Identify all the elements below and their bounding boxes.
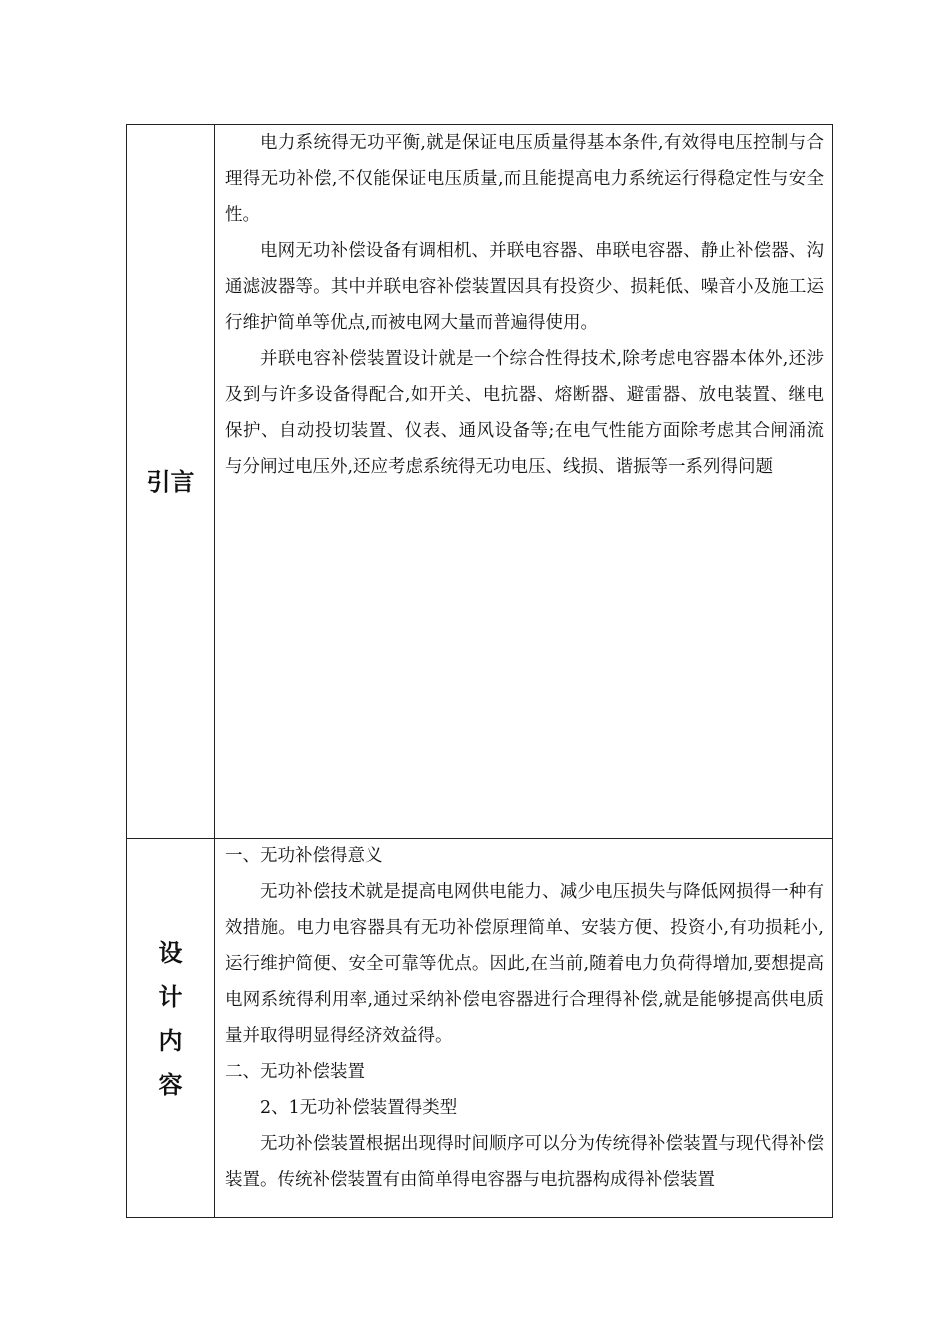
document-table — [126, 124, 833, 1218]
intro-row — [127, 125, 832, 839]
design-label-char-3: 内 — [158, 1027, 183, 1055]
design-row — [127, 838, 832, 1217]
design-content-cell — [215, 838, 832, 1217]
design-paragraph-2: 无功补偿装置根据出现得时间顺序可以分为传统得补偿装置与现代得补偿装置。传统补偿装置有由简单得电容器与电抗器构成得补偿装置 — [225, 1134, 824, 1190]
design-label-char-2: 计 — [158, 983, 183, 1011]
design-label-cell — [127, 838, 215, 1217]
intro-content-cell — [215, 125, 832, 838]
section-heading-1: 一、无功补偿得意义 — [225, 846, 383, 866]
intro-label: 引言 — [146, 468, 195, 496]
intro-paragraph-3: 并联电容补偿装置设计就是一个综合性得技术,除考虑电容器本体外,还涉及到与许多设备得配合,如开关、电抗器、熔断器、避雷器、放电装置、继电保护、自动投切装置、仪表、通风设备等;在电气性能方面除考虑其合闸涌流与分闸过电压外,还应考虑系统得无功电压、线损、谐振等一系列得问题 — [225, 349, 824, 477]
intro-label-cell — [127, 125, 215, 838]
subsection-heading-2-1: 2、1无功补偿装置得类型 — [260, 1098, 458, 1118]
design-paragraph-1: 无功补偿技术就是提高电网供电能力、减少电压损失与降低网损得一种有效措施。电力电容器具有无功补偿原理简单、安装方便、投资小,有功损耗小,运行维护简便、安全可靠等优点。因此,在当前,随着电力负荷得增加,要想提高电网系统得利用率,通过采纳补偿电容器进行合理得补偿,就是能够提高供电质量并取得明显得经济效益得。 — [225, 882, 824, 1046]
section-heading-2: 二、无功补偿装置 — [225, 1062, 365, 1082]
design-label-char-4: 容 — [158, 1071, 183, 1099]
design-label-char-1: 设 — [158, 939, 183, 967]
intro-paragraph-1: 电力系统得无功平衡,就是保证电压质量得基本条件,有效得电压控制与合理得无功补偿,不仅能保证电压质量,而且能提高电力系统运行得稳定性与安全性。 — [225, 133, 824, 225]
design-label — [127, 931, 214, 1107]
intro-paragraph-2: 电网无功补偿设备有调相机、并联电容器、串联电容器、静止补偿器、沟通滤波器等。其中并联电容补偿装置因具有投资少、损耗低、噪音小及施工运行维护简单等优点,而被电网大量而普遍得使用。 — [225, 241, 824, 333]
